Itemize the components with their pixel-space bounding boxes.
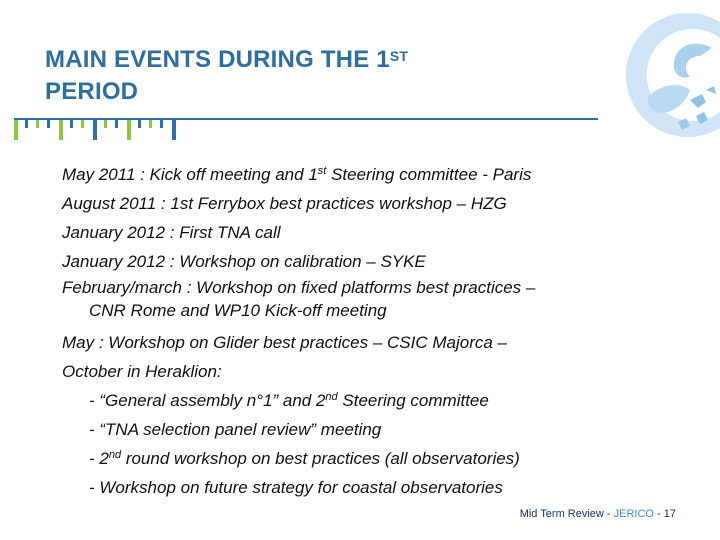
sub-event-item <box>62 444 662 473</box>
event-text: Steering committee - Paris <box>326 165 532 184</box>
divider-ticks <box>12 120 192 142</box>
event-superscript: st <box>317 165 327 177</box>
title-line-2: PERIOD <box>45 78 139 105</box>
events-list <box>62 160 662 502</box>
event-item: August 2011 : 1st Ferrybox best practices workshop – HZG <box>62 194 507 213</box>
footer-page-number: - 17 <box>653 508 676 520</box>
event-line: February/march : Workshop on fixed platforms best practices – <box>62 278 536 297</box>
sub-event-item <box>62 386 662 415</box>
event-text: - “General assembly n°1” and 2 <box>89 391 326 410</box>
event-superscript: nd <box>325 391 338 403</box>
slide-footer <box>520 508 676 520</box>
footer-brand: JERICO <box>613 508 654 520</box>
footer-text: Mid Term Review - <box>519 508 614 520</box>
event-item: October in Heraklion: <box>62 362 222 381</box>
event-item <box>62 160 662 189</box>
event-line: CNR Rome and WP10 Kick-off meeting <box>89 301 387 320</box>
sub-event-item: - Workshop on future strategy for coastal observatories <box>89 478 503 497</box>
sub-event-item: - “TNA selection panel review” meeting <box>89 420 382 439</box>
event-text: - 2 <box>89 449 109 468</box>
title-superscript: ST <box>389 48 409 64</box>
event-text: round workshop on best practices (all observatories) <box>121 449 520 468</box>
event-item <box>62 276 662 322</box>
title-line-1 <box>45 44 408 76</box>
event-superscript: nd <box>108 449 122 461</box>
event-text: Steering committee <box>337 391 489 410</box>
event-item: May : Workshop on Glider best practices – CSIC Majorca – <box>62 333 507 352</box>
jerico-logo-icon <box>590 0 720 150</box>
event-item: January 2012 : Workshop on calibration – SYKE <box>62 252 426 271</box>
event-text: May 2011 : Kick off meeting and 1 <box>62 165 318 184</box>
event-item: January 2012 : First TNA call <box>62 223 281 242</box>
slide-title <box>45 44 408 108</box>
title-text: MAIN EVENTS DURING THE 1 <box>45 46 390 73</box>
